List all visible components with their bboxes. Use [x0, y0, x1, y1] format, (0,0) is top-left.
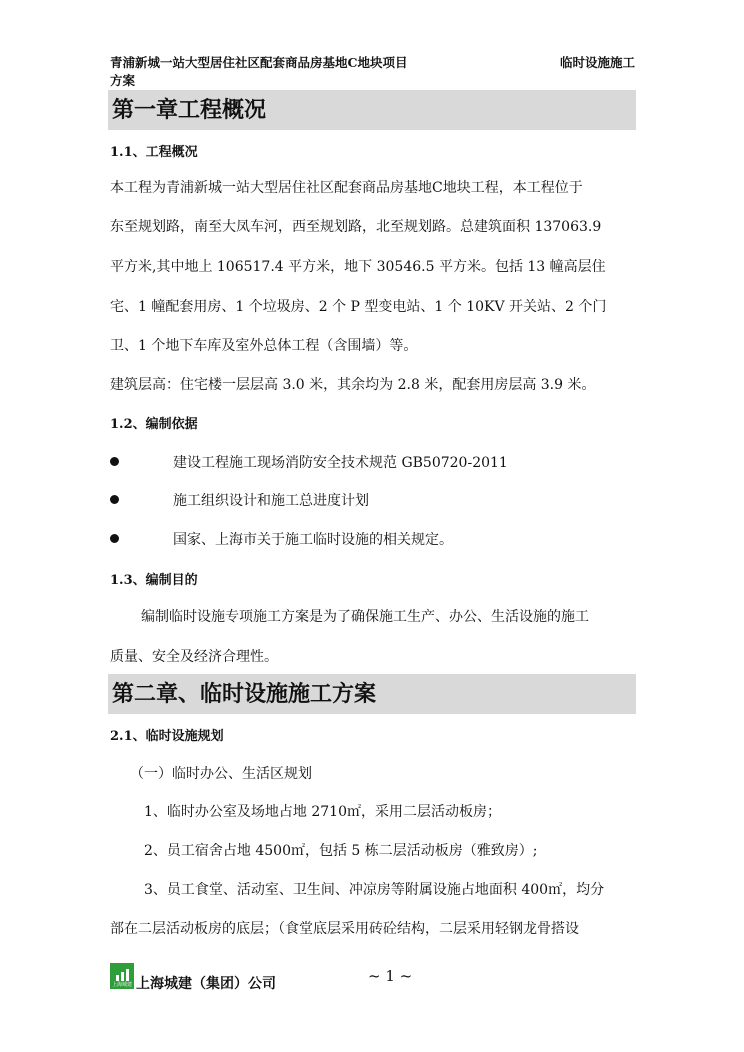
list-item: 2、员工宿舍占地 4500㎡，包括 5 栋二层活动板房（雅致房）; [144, 843, 538, 859]
company-name: 上海城建（集团）公司 [136, 976, 276, 992]
list-item: 施工组织设计和施工总进度计划 [173, 493, 369, 509]
paragraph-line: 编制临时设施专项施工方案是为了确保施工生产、办公、生活设施的施工 [141, 609, 589, 625]
bullet-icon [110, 534, 119, 543]
header-right: 临时设施施工 [559, 55, 635, 70]
section-1-2-title: 1.2、编制依据 [110, 417, 198, 432]
header-title-line2: 方案 [110, 73, 136, 88]
list-item: 国家、上海市关于施工临时设施的相关规定。 [173, 532, 453, 548]
paragraph-line: 东至规划路，南至大凤车河，西至规划路，北至规划路。总建筑面积 137063.9 [110, 219, 602, 235]
company-logo-icon [110, 963, 134, 989]
page-header [110, 54, 635, 90]
bullet-icon [110, 457, 119, 466]
subsection-title: （一）临时办公、生活区规划 [130, 766, 312, 782]
header-title-line1: 青浦新城一站大型居住社区配套商品房基地C地块项目 [110, 55, 408, 70]
paragraph-line: 本工程为青浦新城一站大型居住社区配套商品房基地C地块工程，本工程位于 [110, 180, 583, 196]
logo-text: 上海城建 [112, 982, 133, 988]
bullet-icon [110, 495, 119, 504]
paragraph-line: 质量、安全及经济合理性。 [110, 649, 278, 665]
list-item: 1、临时办公室及场地占地 2710㎡，采用二层活动板房； [144, 804, 501, 820]
section-1-3-title: 1.3、编制目的 [110, 573, 198, 588]
section-2-1-title: 2.1、临时设施规划 [110, 729, 224, 744]
chapter-1-title: 第一章工程概况 [108, 90, 636, 130]
paragraph-line: 卫、1 个地下车库及室外总体工程（含围墙）等。 [110, 338, 418, 354]
list-item: 3、员工食堂、活动室、卫生间、冲凉房等附属设施占地面积 400㎡，均分 [144, 882, 605, 898]
paragraph-line: 平方米,其中地上 106517.4 平方米，地下 30546.5 平方米。包括 13 幢高层住 [110, 259, 606, 275]
building-height-line: 建筑层高：住宅楼一层层高 3.0 米，其余均为 2.8 米，配套用房层高 3.9 米。 [110, 377, 596, 393]
page-number: ~ 1 ~ [368, 967, 413, 985]
chapter-2-title: 第二章、临时设施施工方案 [108, 674, 636, 714]
paragraph-line: 部在二层活动板房的底层；（食堂底层采用砖砼结构，二层采用轻钢龙骨搭设 [110, 921, 579, 937]
paragraph-line: 宅、1 幢配套用房、1 个垃圾房、2 个 P 型变电站、1 个 10KV 开关站、2 个门 [110, 299, 607, 315]
section-1-1-title: 1.1、工程概况 [110, 145, 198, 160]
page-footer [110, 963, 635, 991]
list-item: 建设工程施工现场消防安全技术规范 GB50720-2011 [173, 455, 508, 471]
